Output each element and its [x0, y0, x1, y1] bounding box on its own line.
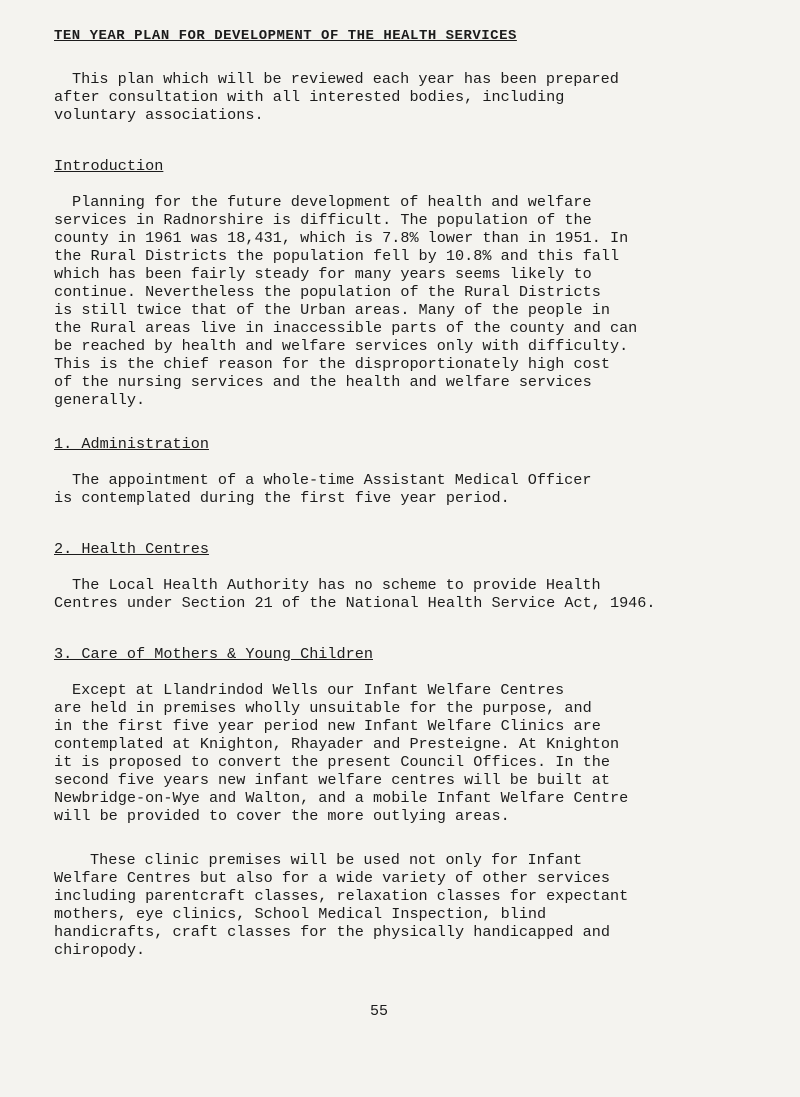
text-line: The appointment of a whole-time Assistant Medical Officer: [72, 471, 592, 489]
text-line: handicrafts, craft classes for the physically handicapped and: [54, 923, 610, 941]
text-line: Welfare Centres but also for a wide variety of other services: [54, 869, 610, 887]
text-line: Except at Llandrindod Wells our Infant Welfare Centres: [72, 681, 565, 699]
page-title: TEN YEAR PLAN FOR DEVELOPMENT OF THE HEALTH SERVICES: [54, 28, 517, 44]
text-line: This is the chief reason for the disproportionately high cost: [54, 355, 610, 373]
text-line: continue. Nevertheless the population of the Rural Districts: [54, 283, 601, 301]
text-line: be reached by health and welfare services only with difficulty.: [54, 337, 629, 355]
text-line: county in 1961 was 18,431, which is 7.8% lower than in 1951. In: [54, 229, 629, 247]
text-line: services in Radnorshire is difficult. The population of the: [54, 211, 592, 229]
text-line: after consultation with all interested bodies, including: [54, 88, 565, 106]
text-line: including parentcraft classes, relaxation classes for expectant: [54, 887, 629, 905]
section-heading-health-centres: 2. Health Centres: [54, 540, 209, 558]
section-heading-mothers-children: 3. Care of Mothers & Young Children: [54, 645, 373, 663]
text-line: These clinic premises will be used not only for Infant: [90, 851, 583, 869]
text-line: is still twice that of the Urban areas. Many of the people in: [54, 301, 610, 319]
text-line: it is proposed to convert the present Council Offices. In the: [54, 753, 610, 771]
preamble-paragraph: [54, 70, 760, 124]
text-line: Centres under Section 21 of the National Health Service Act, 1946.: [54, 594, 656, 612]
introduction-paragraph: [54, 193, 760, 409]
mothers-children-paragraph-1: [54, 681, 760, 825]
text-line: chiropody.: [54, 941, 146, 959]
administration-paragraph: [54, 471, 760, 507]
text-line: in the first five year period new Infant Welfare Clinics are: [54, 717, 601, 735]
text-line: voluntary associations.: [54, 106, 264, 124]
section-heading-administration: 1. Administration: [54, 435, 209, 453]
page-number: 55: [370, 1003, 389, 1020]
mothers-children-paragraph-2: [54, 851, 760, 959]
text-line: mothers, eye clinics, School Medical Inspection, blind: [54, 905, 547, 923]
text-line: the Rural Districts the population fell by 10.8% and this fall: [54, 247, 620, 265]
text-line: which has been fairly steady for many years seems likely to: [54, 265, 592, 283]
text-line: the Rural areas live in inaccessible parts of the county and can: [54, 319, 638, 337]
text-line: second five years new infant welfare centres will be built at: [54, 771, 610, 789]
text-line: of the nursing services and the health and welfare services: [54, 373, 592, 391]
text-line: Newbridge-on-Wye and Walton, and a mobile Infant Welfare Centre: [54, 789, 629, 807]
text-line: is contemplated during the first five year period.: [54, 489, 510, 507]
introduction-heading: Introduction: [54, 157, 164, 175]
text-line: will be provided to cover the more outlying areas.: [54, 807, 510, 825]
health-centres-paragraph: [54, 576, 760, 612]
text-line: contemplated at Knighton, Rhayader and Presteigne. At Knighton: [54, 735, 620, 753]
text-line: generally.: [54, 391, 146, 409]
text-line: This plan which will be reviewed each year has been prepared: [72, 70, 619, 88]
text-line: The Local Health Authority has no scheme to provide Health: [72, 576, 601, 594]
text-line: are held in premises wholly unsuitable for the purpose, and: [54, 699, 592, 717]
text-line: Planning for the future development of health and welfare: [72, 193, 592, 211]
